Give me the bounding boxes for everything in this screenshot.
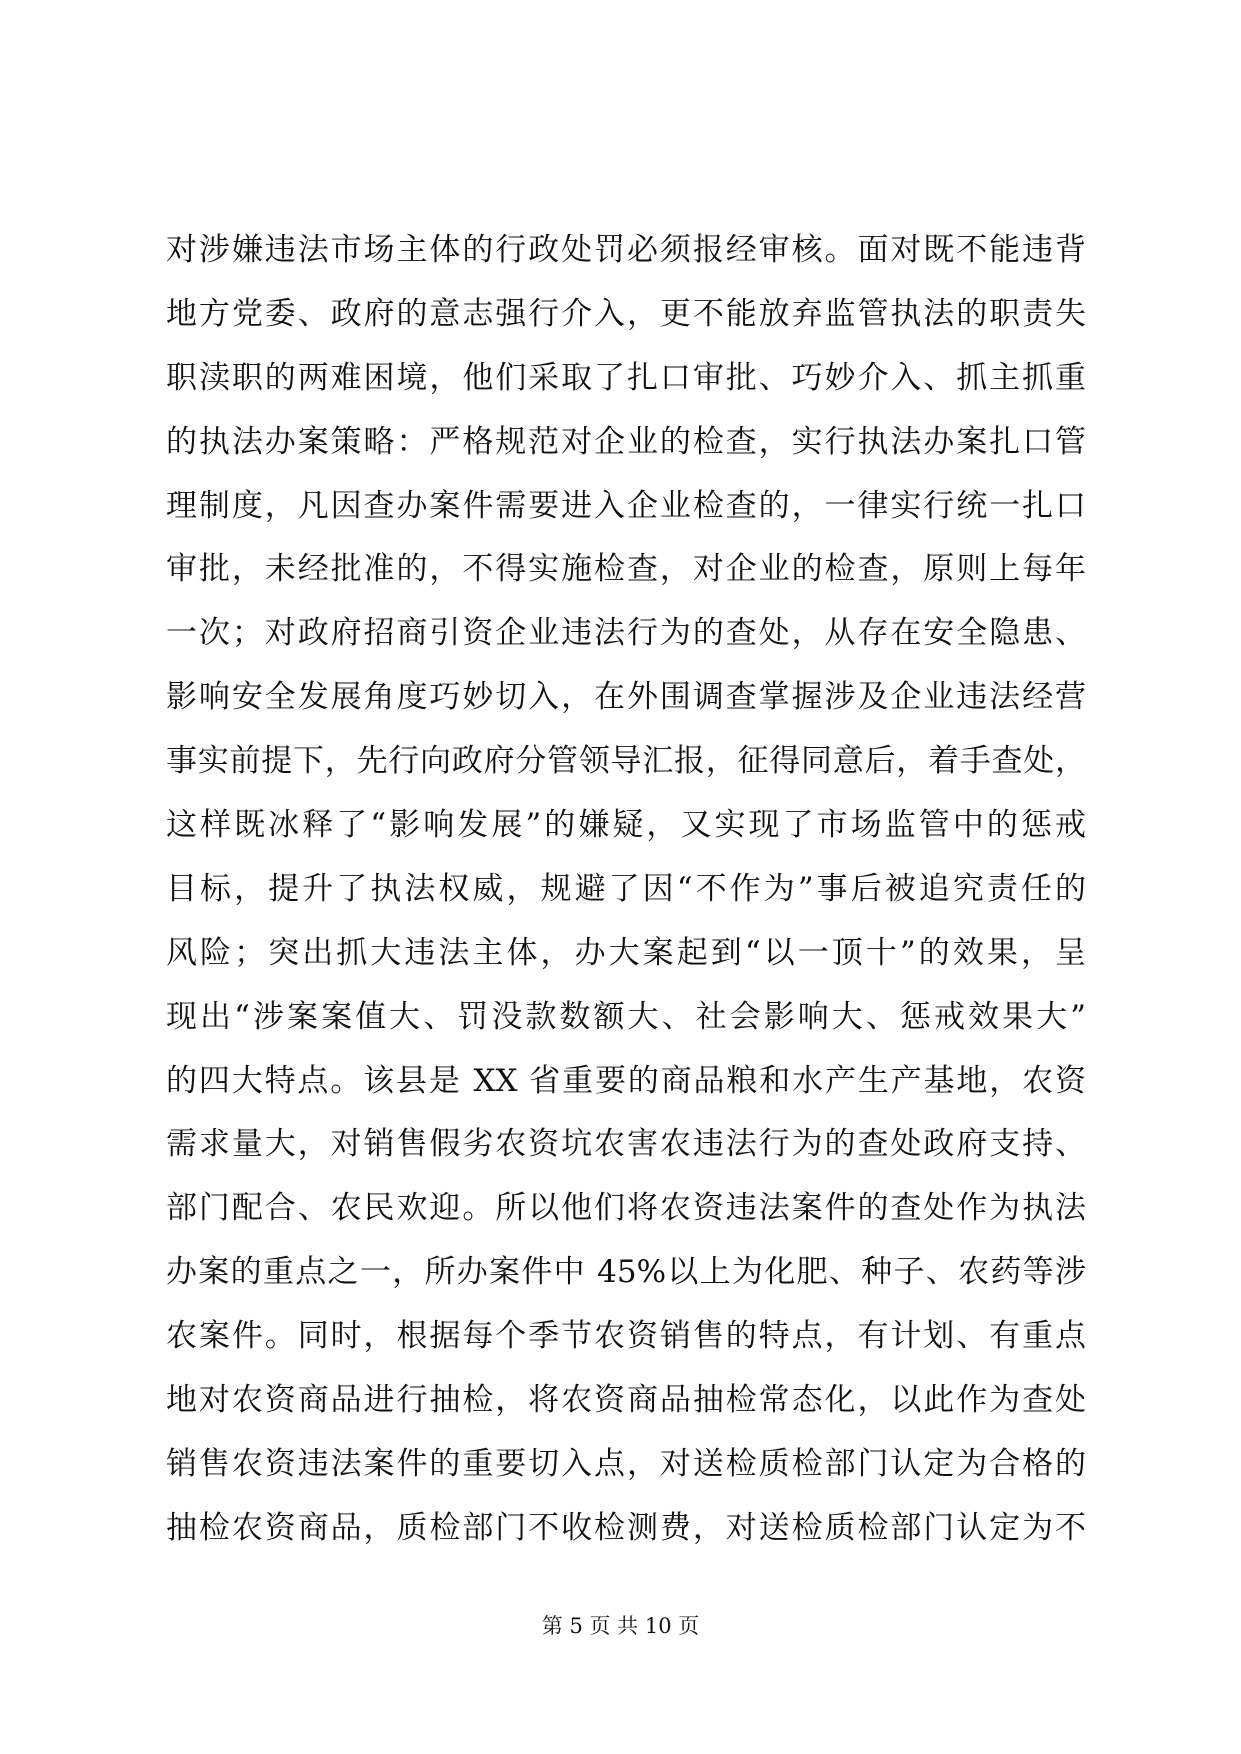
page-footer <box>0 1612 1241 1640</box>
text-line: 的四大特点。该县是 XX 省重要的商品粮和水产生产基地，农资 <box>166 1062 1086 1099</box>
body-text <box>166 228 1086 1570</box>
text-line: 一次；对政府招商引资企业违法行为的查处，从存在安全隐患、 <box>166 615 1086 652</box>
text-line: 地方党委、政府的意志强行介入，更不能放弃监管执法的职责失 <box>166 295 1086 332</box>
text-line: 地对农资商品进行抽检，将农资商品抽检常态化，以此作为查处 <box>166 1382 1086 1419</box>
text-line: 审批，未经批准的，不得实施检查，对企业的检查，原则上每年 <box>166 551 1086 588</box>
text-line: 风险；突出抓大违法主体，办大案起到“以一顶十”的效果，呈 <box>166 934 1086 971</box>
text-line: 影响安全发展角度巧妙切入，在外围调查掌握涉及企业违法经营 <box>166 679 1086 716</box>
text-line: 现出“涉案案值大、罚没款数额大、社会影响大、惩戒效果大” <box>166 998 1086 1035</box>
text-line: 抽检农资商品，质检部门不收检测费，对送检质检部门认定为不 <box>166 1509 1086 1546</box>
text-line: 事实前提下，先行向政府分管领导汇报，征得同意后，着手查处， <box>166 743 1086 780</box>
text-line: 需求量大，对销售假劣农资坑农害农违法行为的查处政府支持、 <box>166 1126 1086 1163</box>
text-line: 办案的重点之一，所办案件中 45%以上为化肥、种子、农药等涉 <box>166 1254 1086 1291</box>
text-line: 农案件。同时，根据每个季节农资销售的特点，有计划、有重点 <box>166 1318 1086 1355</box>
text-line: 职渎职的两难困境，他们采取了扎口审批、巧妙介入、抓主抓重 <box>166 359 1086 396</box>
text-line: 的执法办案策略：严格规范对企业的检查，实行执法办案扎口管 <box>166 423 1086 460</box>
text-line: 目标，提升了执法权威，规避了因“不作为”事后被追究责任的 <box>166 870 1086 907</box>
text-line: 对涉嫌违法市场主体的行政处罚必须报经审核。面对既不能违背 <box>166 232 1086 268</box>
text-line: 销售农资违法案件的重要切入点，对送检质检部门认定为合格的 <box>166 1445 1086 1482</box>
text-line: 部门配合、农民欢迎。所以他们将农资违法案件的查处作为执法 <box>166 1190 1086 1227</box>
text-line: 理制度，凡因查办案件需要进入企业检查的，一律实行统一扎口 <box>166 487 1086 524</box>
page-number: 第 5 页 共 10 页 <box>541 1614 700 1638</box>
text-line: 这样既冰释了“影响发展”的嫌疑，又实现了市场监管中的惩戒 <box>166 807 1086 844</box>
